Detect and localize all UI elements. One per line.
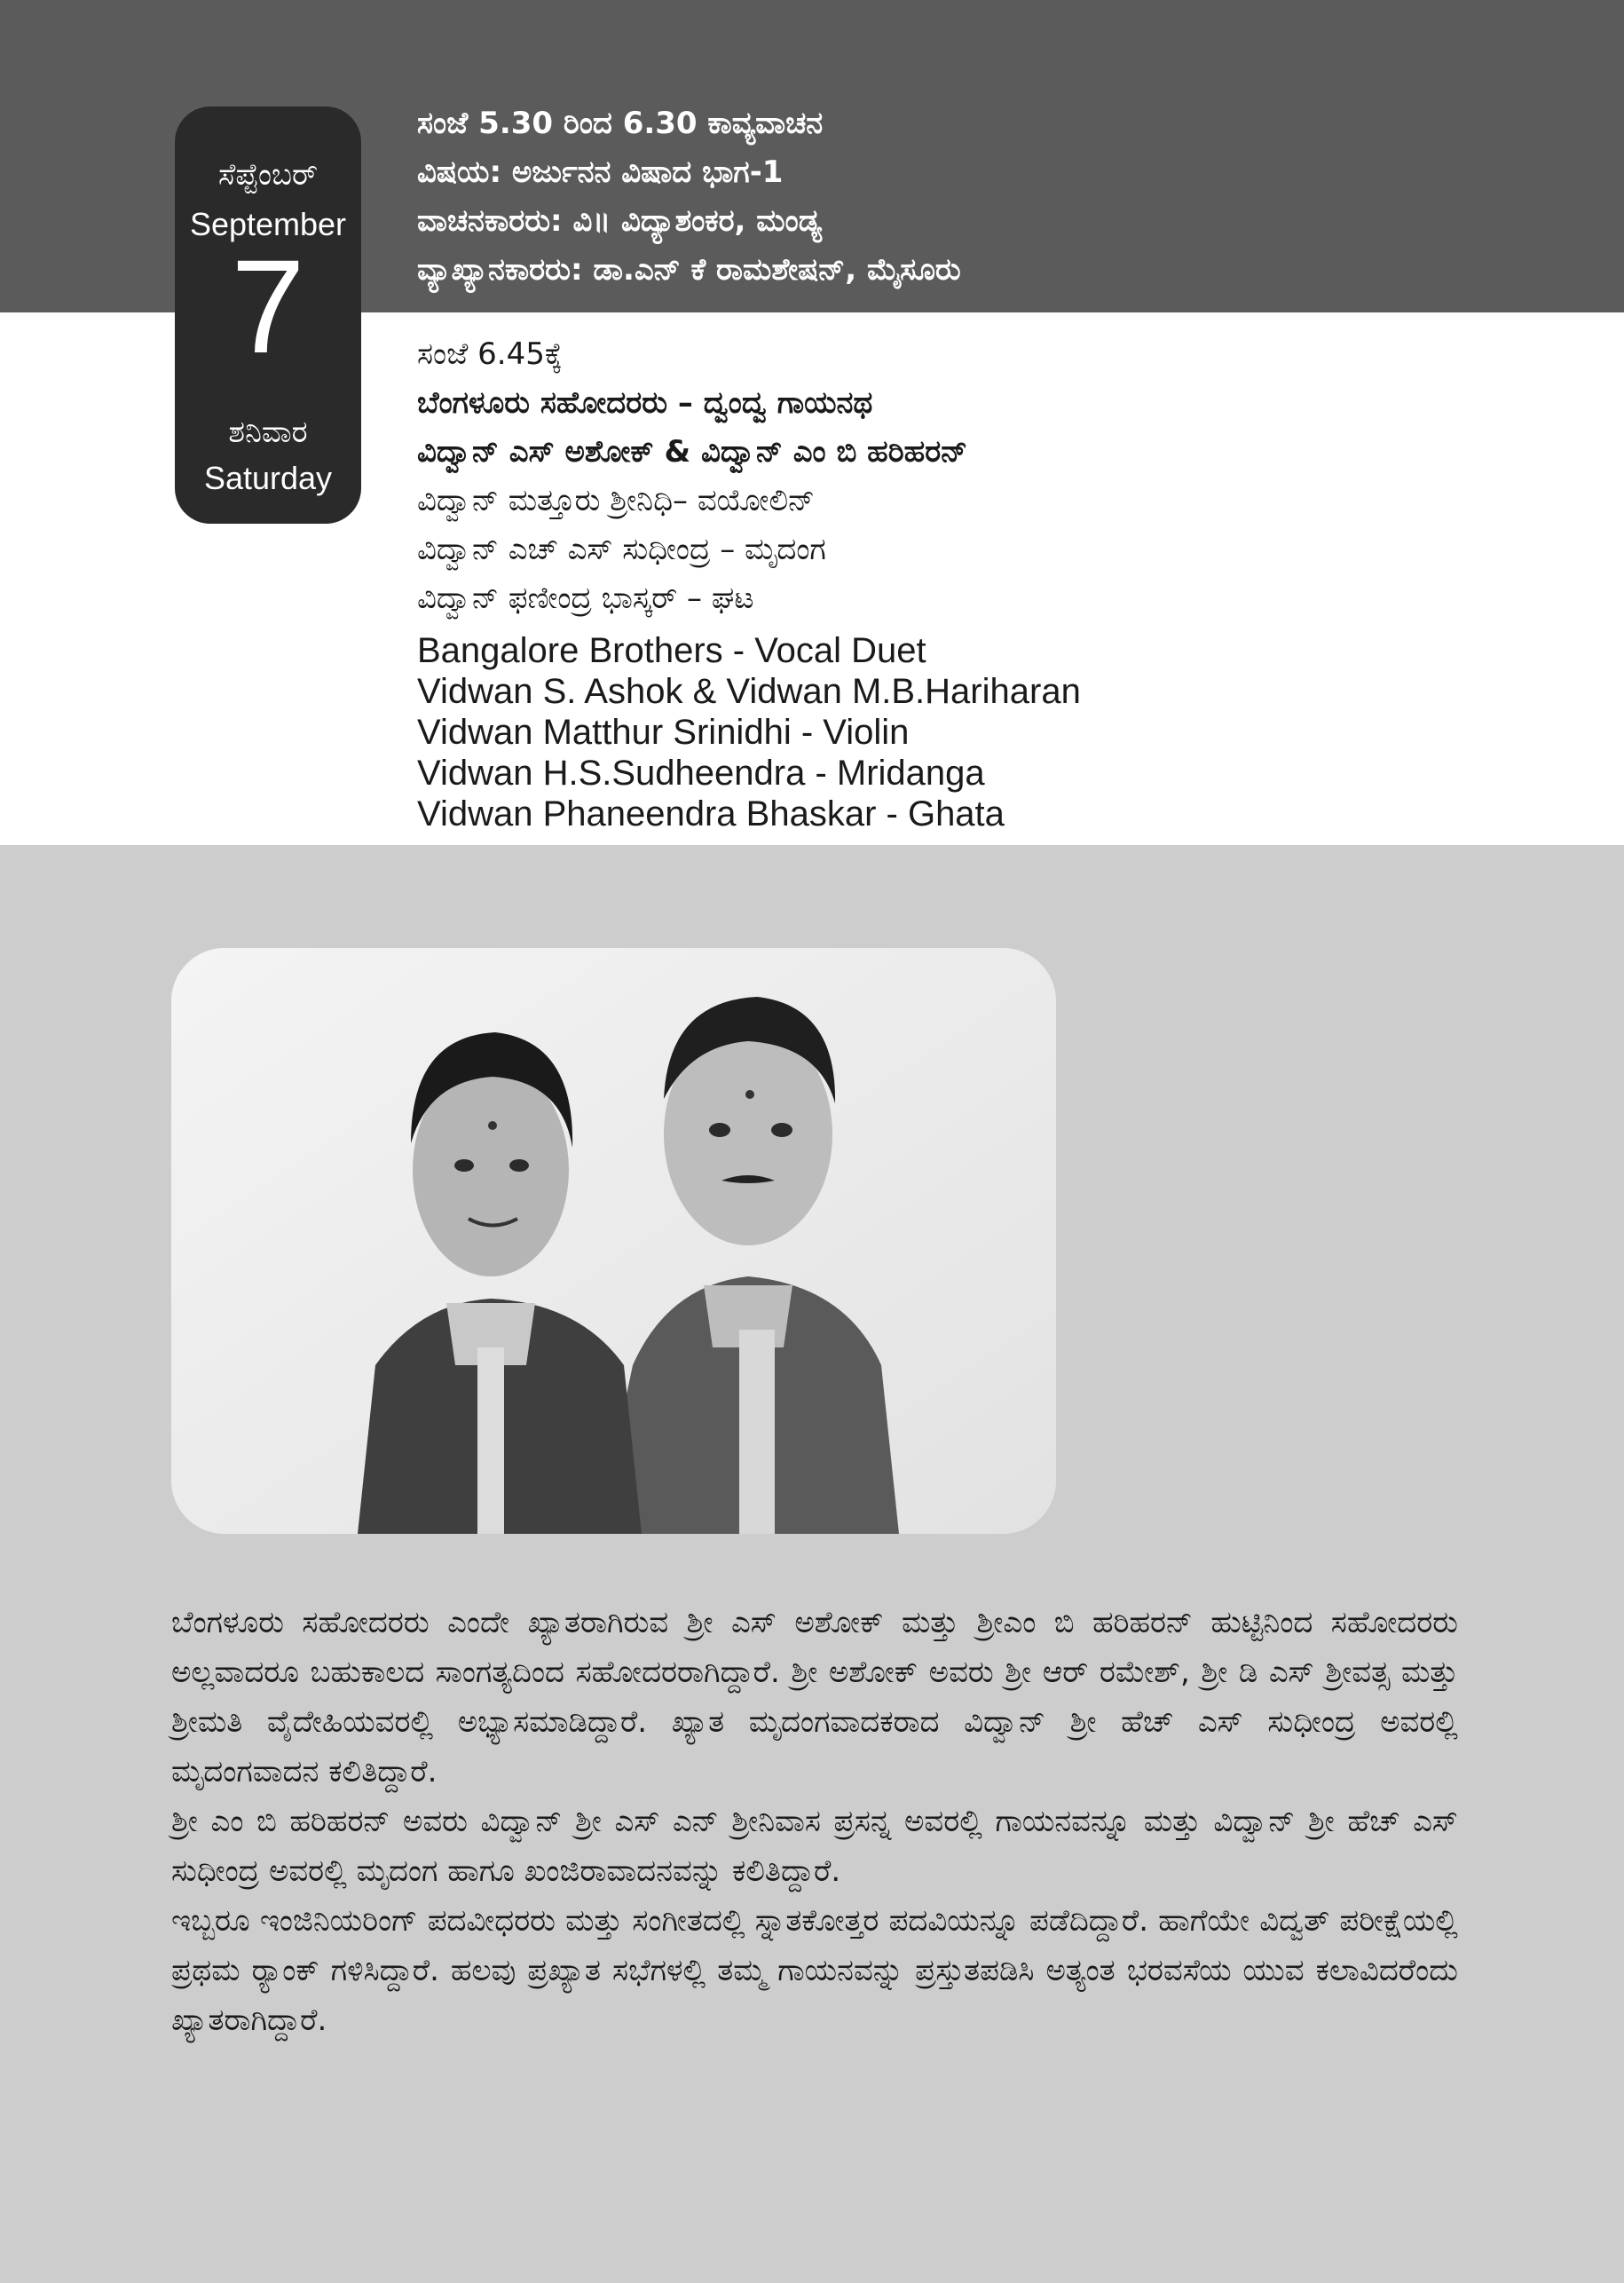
month-english: September: [189, 206, 347, 242]
month-kannada: ಸೆಪ್ಟೆಂಬರ್: [217, 158, 319, 192]
concert-singers-english: Vidwan S. Ashok & Vidwan M.B.Hariharan: [417, 672, 1081, 711]
ghata-artist-kannada: ವಿದ್ವಾನ್ ಫಣೀಂದ್ರ ಭಾಸ್ಕರ್ – ಘಟ: [417, 581, 754, 616]
bio-paragraph: ಇಬ್ಬರೂ ಇಂಜಿನಿಯರಿಂಗ್ ಪದವೀಧರರು ಮತ್ತು ಸಂಗೀತದಲ್ಲಿ ಸ್ನಾತಕೋತ್ತರ ಪದವಿಯನ್ನೂ ಪಡೆದಿದ್ದಾರೆ. ಹಾಗೆಯೇ ವಿದ್ವತ್ ಪರೀಕ್ಷೆಯಲ್ಲಿ ಪ್ರಥಮ ರ್‍ಯಾಂಕ್ ಗಳಿಸಿದ್ದಾರೆ. ಹಲವು ಪ್ರಖ್ಯಾತ ಸಭೆಗಳಲ್ಲಿ ತಮ್ಮ ಗಾಯನವನ್ನು ಪ್ರಸ್ತುತಪಡಿಸಿ ಅತ್ಯಂತ ಭರವಸೆಯ ಯುವ ಕಲಾವಿದರೆಂದು ಖ್ಯಾತರಾಗಿದ್ದಾರೆ.: [171, 1903, 1458, 2038]
violin-artist-english: Vidwan Matthur Srinidhi - Violin: [417, 713, 910, 752]
recital-time: ಸಂಜೆ 5.30 ರಿಂದ 6.30 ಕಾವ್ಯವಾಚನ: [417, 106, 824, 141]
concert-details: [417, 330, 1571, 834]
violin-artist-kannada: ವಿದ್ವಾನ್ ಮತ್ತೂರು ಶ್ರೀನಿಧಿ– ವಯೋಲಿನ್: [417, 483, 816, 518]
ghata-artist-english: Vidwan Phaneendra Bhaskar - Ghata: [417, 794, 1005, 833]
recital-details: [417, 99, 1571, 295]
concert-time: ಸಂಜೆ 6.45ಕ್ಕೆ: [417, 336, 563, 372]
date-badge: [175, 107, 361, 524]
bio-paragraph: ಶ್ರೀ ಎಂ ಬಿ ಹರಿಹರನ್ ಅವರು ವಿದ್ವಾನ್ ಶ್ರೀ ಎಸ್ ಎನ್ ಶ್ರೀನಿವಾಸ ಪ್ರಸನ್ನ ಅವರಲ್ಲಿ ಗಾಯನವನ್ನೂ ಮತ್ತು ವಿದ್ವಾನ್ ಶ್ರೀ ಹೆಚ್ ಎಸ್ ಸುಧೀಂದ್ರ ಅವರಲ್ಲಿ ಮೃದಂಗ ಹಾಗೂ ಖಂಜಿರಾವಾದನವನ್ನು ಕಲಿತಿದ್ದಾರೆ.: [171, 1804, 1458, 1889]
recital-commentator: ವ್ಯಾಖ್ಯಾನಕಾರರು: ಡಾ.ಎನ್ ಕೆ ರಾಮಶೇಷನ್, ಮೈಸೂರು: [417, 252, 961, 288]
artists-biography: [171, 1598, 1458, 2045]
concert-singers-kannada: ವಿದ್ವಾನ್ ಎಸ್ ಅಶೋಕ್ & ವಿದ್ವಾನ್ ಎಂ ಬಿ ಹರಿಹರನ್: [417, 434, 968, 470]
concert-title-english: Bangalore Brothers - Vocal Duet: [417, 631, 926, 670]
weekday-english: Saturday: [203, 460, 333, 496]
artists-photo: [171, 948, 1056, 1534]
day-number: 7: [231, 232, 305, 381]
concert-title-kannada: ಬೆಂಗಳೂರು ಸಹೋದರರು – ದ್ವಂದ್ವ ಗಾಯನಥ: [417, 385, 873, 421]
weekday-kannada: ಶನಿವಾರ: [228, 415, 308, 449]
recital-reader: ವಾಚನಕಾರರು: ವಿ॥ ವಿದ್ಯಾಶಂಕರ, ಮಂಡ್ಯ: [417, 203, 823, 239]
bio-paragraph: ಬೆಂಗಳೂರು ಸಹೋದರರು ಎಂದೇ ಖ್ಯಾತರಾಗಿರುವ ಶ್ರೀ ಎಸ್ ಅಶೋಕ್ ಮತ್ತು ಶ್ರೀಎಂ ಬಿ ಹರಿಹರನ್ ಹುಟ್ಟಿನಿಂದ ಸಹೋದರರು ಅಲ್ಲವಾದರೂ ಬಹುಕಾಲದ ಸಾಂಗತ್ಯದಿಂದ ಸಹೋದರರಾಗಿದ್ದಾರೆ. ಶ್ರೀ ಅಶೋಕ್ ಅವರು ಶ್ರೀ ಆರ್ ರಮೇಶ್, ಶ್ರೀ ಡಿ ಎಸ್ ಶ್ರೀವತ್ಸ ಮತ್ತು ಶ್ರೀಮತಿ ವೈದೇಹಿಯವರಲ್ಲಿ ಅಭ್ಯಾಸಮಾಡಿದ್ದಾರೆ. ಖ್ಯಾತ ಮೃದಂಗವಾದಕರಾದ ವಿದ್ವಾನ್ ಶ್ರೀ ಹೆಚ್ ಎಸ್ ಸುಧೀಂದ್ರ ಅವರಲ್ಲಿ ಮೃದಂಗವಾದನ ಕಲಿತಿದ್ದಾರೆ.: [171, 1605, 1458, 1789]
recital-subject: ವಿಷಯ: ಅರ್ಜುನನ ವಿಷಾದ ಭಾಗ-1: [417, 154, 784, 190]
mridanga-artist-english: Vidwan H.S.Sudheendra - Mridanga: [417, 754, 985, 793]
artists-photo-illustration: [171, 948, 1056, 1534]
mridanga-artist-kannada: ವಿದ್ವಾನ್ ಎಚ್ ಎಸ್ ಸುಧೀಂದ್ರ – ಮೃದಂಗ: [417, 532, 826, 567]
